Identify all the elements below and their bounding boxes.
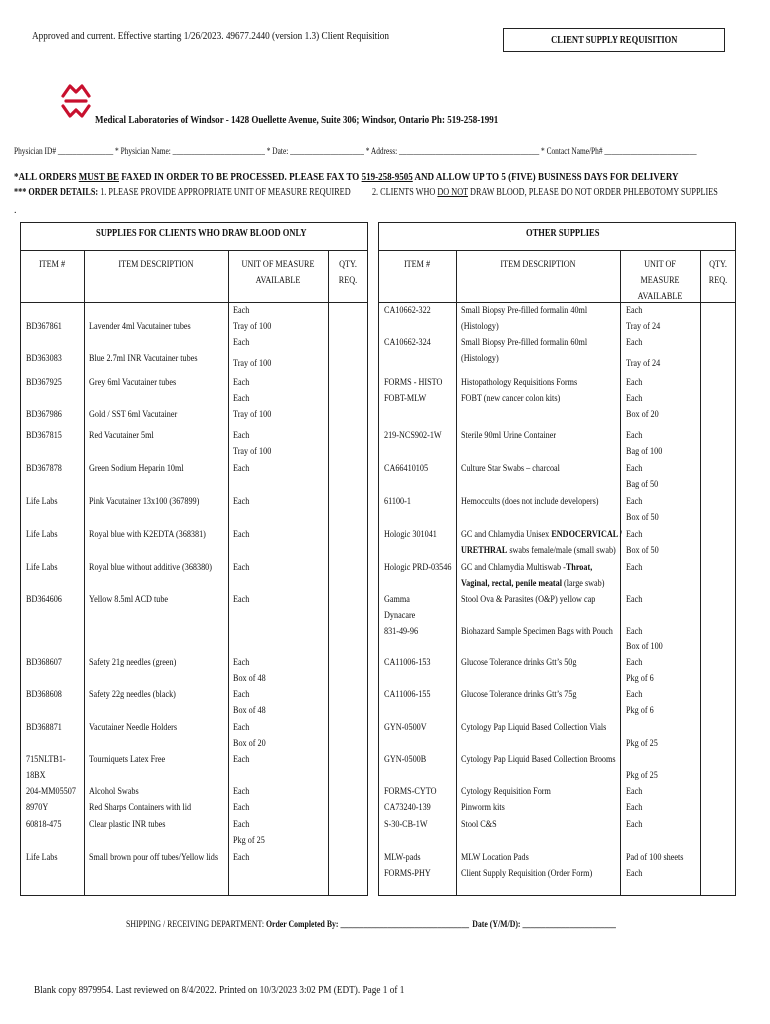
- left-row-item: BD368607: [26, 658, 62, 668]
- right-uom: Each: [626, 530, 643, 540]
- left-row-desc: Royal blue without additive (368380): [89, 563, 212, 573]
- right-row-item: CA11006-153: [384, 658, 431, 668]
- right-uom: Box of 50: [626, 513, 659, 523]
- left-uom: Each: [233, 306, 250, 316]
- left-row-desc: Royal blue with K2EDTA (368381): [89, 530, 206, 540]
- left-uom: Each: [233, 658, 250, 668]
- left-uom: Each: [233, 803, 250, 813]
- left-uom: Each: [233, 378, 250, 388]
- right-row-desc: GC and Chlamydia Multiswab -Throat,: [461, 563, 593, 573]
- left-row-item: 204-MM05507: [26, 787, 76, 797]
- right-row-desc: URETHRAL swabs female/male (small swab): [461, 546, 616, 556]
- left-table-title: SUPPLIES FOR CLIENTS WHO DRAW BLOOD ONLY: [96, 228, 307, 239]
- left-uom: Each: [233, 723, 250, 733]
- right-col-desc: ITEM DESCRIPTION: [500, 260, 576, 270]
- right-row-item: S-30-CB-1W: [384, 820, 428, 830]
- right-row-desc: (Histology): [461, 354, 499, 364]
- left-row-item: Life Labs: [26, 497, 58, 507]
- left-row-item: BD367815: [26, 431, 62, 441]
- form-title: CLIENT SUPPLY REQUISITION: [550, 34, 678, 46]
- order-details: *** ORDER DETAILS: 1. PLEASE PROVIDE APPROPRIATE UNIT OF MEASURE REQUIRED 2. CLIENTS WHO DO NOT DRAW BLOOD, PLEASE DO NOT ORDER PHLEBOTOMY SUPPLIES: [14, 187, 718, 198]
- right-row-desc: Culture Star Swabs – charcoal: [461, 464, 560, 474]
- right-uom: Each: [626, 394, 643, 404]
- right-row-desc: Cytology Pap Liquid Based Collection Brooms: [461, 755, 616, 765]
- left-uom: Each: [233, 595, 250, 605]
- right-uom: Each: [626, 306, 643, 316]
- left-row-desc: Yellow 8.5ml ACD tube: [89, 595, 169, 605]
- left-row-desc: Red Sharps Containers with lid: [89, 803, 192, 813]
- left-col-uom: UNIT OF MEASURE AVAILABLE: [241, 260, 315, 286]
- form-title-box: [503, 28, 725, 52]
- left-row-item: 8970Y: [26, 803, 49, 813]
- right-row-item: FORMS-PHY: [384, 869, 431, 879]
- right-uom: Each: [626, 378, 643, 388]
- left-row-desc: Safety 22g needles (black): [89, 690, 176, 700]
- right-uom: Each: [626, 690, 643, 700]
- right-row-desc: GC and Chlamydia Unisex ENDOCERVICAL /: [461, 530, 623, 540]
- right-row-item: FORMS - HISTO: [384, 378, 443, 388]
- right-row-desc: Hemoccults (does not include developers): [461, 497, 599, 507]
- right-row-desc: MLW Location Pads: [461, 853, 529, 863]
- right-col-qty: QTY. REQ.: [708, 260, 728, 286]
- right-row-desc: Biohazard Sample Specimen Bags with Pouch: [461, 627, 613, 637]
- left-row-desc: Alcohol Swabs: [89, 787, 139, 797]
- right-uom: Each: [626, 803, 643, 813]
- right-row-item: 831-49-96: [384, 627, 419, 637]
- right-uom: Pkg of 6: [626, 674, 654, 684]
- right-uom: Each: [626, 869, 643, 879]
- right-uom: Each: [626, 820, 643, 830]
- right-row-item: GYN-0500B: [384, 755, 427, 765]
- fax-instructions: *ALL ORDERS MUST BE FAXED IN ORDER TO BE PROCESSED. PLEASE FAX TO 519-258-9505 AND ALLOW UP TO 5 (FIVE) BUSINESS DAYS FOR DELIVERY: [14, 172, 679, 183]
- left-col-desc: ITEM DESCRIPTION: [118, 260, 194, 270]
- right-row-item: CA66410105: [384, 464, 429, 474]
- right-uom: Each: [626, 658, 643, 668]
- left-uom: Each: [233, 394, 250, 404]
- left-uom: Each: [233, 755, 250, 765]
- left-row-desc: Vacutainer Needle Holders: [89, 723, 178, 733]
- left-uom: Each: [233, 497, 250, 507]
- right-uom: Box of 20: [626, 410, 659, 420]
- left-uom: Box of 48: [233, 674, 266, 684]
- shipping-signoff[interactable]: SHIPPING / RECEIVING DEPARTMENT: Order Completed By: _________________________________ Date (Y/M/D): ________________________: [126, 920, 616, 930]
- left-row-item: Life Labs: [26, 853, 58, 863]
- right-row-item: MLW-pads: [384, 853, 421, 863]
- right-row-desc: Stool Ova & Parasites (O&P) yellow cap: [461, 595, 596, 605]
- right-row-desc: Pinworm kits: [461, 803, 505, 813]
- left-row-item: BD367986: [26, 410, 62, 420]
- right-uom: Each: [626, 627, 643, 637]
- right-uom: Box of 50: [626, 546, 659, 556]
- left-row-desc: Pink Vacutainer 13x100 (367899): [89, 497, 200, 507]
- right-col-uom: UNIT OF MEASURE AVAILABLE: [637, 260, 683, 302]
- right-row-desc: Vaginal, rectal, penile meatal (large swab): [461, 579, 605, 589]
- approval-notice: Approved and current. Effective starting 1/26/2023. 49677.2440 (version 1.3) Client Requisition: [32, 30, 390, 42]
- right-row-item: Gamma: [384, 595, 410, 605]
- left-row-desc: Tourniquets Latex Free: [89, 755, 166, 765]
- left-row-desc: Grey 6ml Vacutainer tubes: [89, 378, 177, 388]
- left-row-item: BD363083: [26, 354, 62, 364]
- stray-dot: .: [14, 205, 17, 216]
- left-row-item: BD368871: [26, 723, 62, 733]
- lab-address: Medical Laboratories of Windsor - 1428 Ouellette Avenue, Suite 306; Windsor, Ontario Ph: 519-258-1991: [95, 114, 499, 126]
- right-row-item: CA73240-139: [384, 803, 431, 813]
- left-uom: Tray of 100: [233, 447, 272, 457]
- left-uom: Each: [233, 563, 250, 573]
- right-row-desc: Glucose Tolerance drinks Gtt’s 50g: [461, 658, 577, 668]
- right-row-desc: FOBT (new cancer colon kits): [461, 394, 561, 404]
- right-uom: Each: [626, 431, 643, 441]
- left-col-item: ITEM #: [38, 260, 66, 270]
- left-uom: Each: [233, 431, 250, 441]
- right-row-desc: Small Biopsy Pre-filled formalin 40ml: [461, 306, 588, 316]
- left-uom: Box of 48: [233, 706, 266, 716]
- right-row-item: 61100-1: [384, 497, 411, 507]
- right-uom: Each: [626, 563, 643, 573]
- right-uom: Each: [626, 338, 643, 348]
- right-row-item: 219-NCS902-1W: [384, 431, 442, 441]
- right-row-item: GYN-0500V: [384, 723, 427, 733]
- left-row-desc: Lavender 4ml Vacutainer tubes: [89, 322, 191, 332]
- right-row-desc: Histopathology Requisitions Forms: [461, 378, 578, 388]
- physician-info-fields[interactable]: Physician ID# _______________ * Physician Name: _________________________ * Date: ____________________ * Address: ______________________________________ * Contact Name/Ph# _________________________: [14, 146, 697, 156]
- right-row-item: Hologic 301041: [384, 530, 437, 540]
- right-row-desc: (Histology): [461, 322, 499, 332]
- right-row-desc: Cytology Requisition Form: [461, 787, 551, 797]
- left-row-item: 18BX: [26, 771, 46, 781]
- right-row-desc: Client Supply Requisition (Order Form): [461, 869, 593, 879]
- left-uom: Each: [233, 853, 250, 863]
- right-row-item: CA10662-324: [384, 338, 431, 348]
- right-uom: Each: [626, 787, 643, 797]
- right-table-title: OTHER SUPPLIES: [526, 228, 600, 239]
- right-uom: Each: [626, 595, 643, 605]
- left-row-item: BD368608: [26, 690, 62, 700]
- right-row-item: CA10662-322: [384, 306, 431, 316]
- right-uom: Bag of 100: [626, 447, 663, 457]
- left-uom: Each: [233, 530, 250, 540]
- left-uom: Tray of 100: [233, 410, 272, 420]
- left-row-desc: Red Vacutainer 5ml: [89, 431, 154, 441]
- left-row-item: BD364606: [26, 595, 62, 605]
- right-row-desc: Sterile 90ml Urine Container: [461, 431, 557, 441]
- right-uom: Pkg of 25: [626, 771, 658, 781]
- left-row-item: BD367878: [26, 464, 62, 474]
- right-row-desc: Small Biopsy Pre-filled formalin 60ml: [461, 338, 588, 348]
- right-row-item: CA11006-155: [384, 690, 431, 700]
- right-uom: Tray of 24: [626, 359, 661, 369]
- left-uom: Tray of 100: [233, 359, 272, 369]
- right-uom: Bag of 50: [626, 480, 659, 490]
- left-row-desc: Green Sodium Heparin 10ml: [89, 464, 184, 474]
- left-row-item: Life Labs: [26, 530, 58, 540]
- left-row-item: Life Labs: [26, 563, 58, 573]
- left-uom: Box of 20: [233, 739, 266, 749]
- right-row-item: FOBT-MLW: [384, 394, 427, 404]
- left-row-item: 715NLTB1-: [26, 755, 66, 765]
- print-footer: Blank copy 8979954. Last reviewed on 8/4/2022. Printed on 10/3/2023 3:02 PM (EDT). Page 1 of 1: [34, 984, 405, 996]
- left-uom: Each: [233, 820, 250, 830]
- left-row-desc: Safety 21g needles (green): [89, 658, 177, 668]
- right-row-desc: Cytology Pap Liquid Based Collection Vials: [461, 723, 607, 733]
- left-uom: Each: [233, 787, 250, 797]
- left-row-item: 60818-475: [26, 820, 62, 830]
- left-uom: Each: [233, 690, 250, 700]
- right-col-item: ITEM #: [403, 260, 431, 270]
- right-uom: Pkg of 25: [626, 739, 658, 749]
- right-row-item: FORMS-CYTO: [384, 787, 437, 797]
- right-row-desc: Stool C&S: [461, 820, 497, 830]
- right-uom: Pkg of 6: [626, 706, 654, 716]
- right-uom: Each: [626, 497, 643, 507]
- left-uom: Each: [233, 338, 250, 348]
- left-row-desc: Clear plastic INR tubes: [89, 820, 166, 830]
- left-row-item: BD367925: [26, 378, 62, 388]
- left-row-item: BD367861: [26, 322, 62, 332]
- left-uom: Each: [233, 464, 250, 474]
- right-row-desc: Glucose Tolerance drinks Gtt’s 75g: [461, 690, 577, 700]
- left-row-desc: Small brown pour off tubes/Yellow lids: [89, 853, 219, 863]
- left-row-desc: Blue 2.7ml INR Vacutainer tubes: [89, 354, 198, 364]
- right-uom: Box of 100: [626, 642, 663, 652]
- left-uom: Tray of 100: [233, 322, 272, 332]
- right-uom: Each: [626, 464, 643, 474]
- right-row-item: Hologic PRD-03546: [384, 563, 452, 573]
- right-uom: Pad of 100 sheets: [626, 853, 684, 863]
- right-uom: Tray of 24: [626, 322, 661, 332]
- left-uom: Pkg of 25: [233, 836, 265, 846]
- left-col-qty: QTY. REQ.: [338, 260, 358, 286]
- left-row-desc: Gold / SST 6ml Vacutainer: [89, 410, 178, 420]
- lab-logo-icon: [60, 82, 92, 120]
- right-row-item: Dynacare: [384, 611, 416, 621]
